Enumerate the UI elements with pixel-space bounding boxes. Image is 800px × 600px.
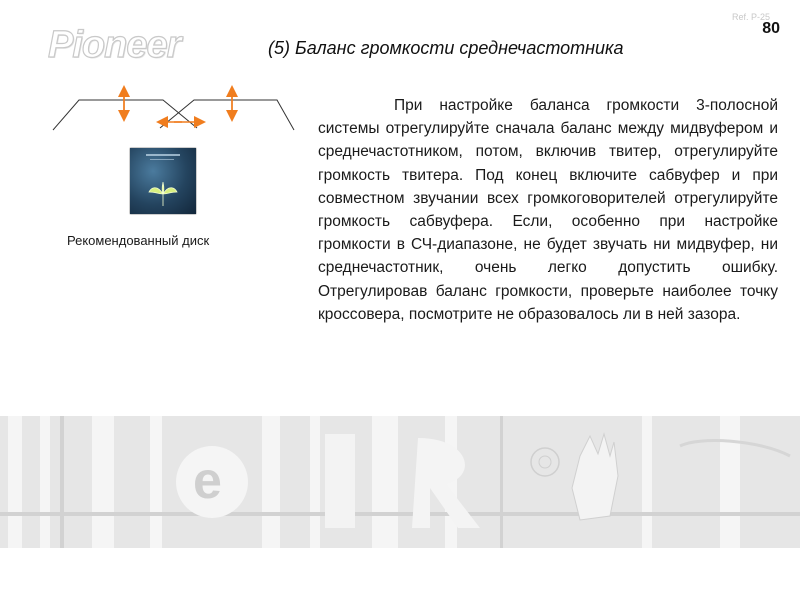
decorative-photo-strip (0, 416, 800, 548)
crossover-balance-diagram (50, 85, 300, 140)
pioneer-logo: Pioneer (48, 24, 181, 66)
cover-title-mark (146, 154, 180, 156)
disc-caption: Рекомендованный диск (67, 233, 210, 248)
leaf-icon (147, 182, 179, 208)
instruction-paragraph: При настройке баланса громкости 3-полосной системы отрегулируйте сначала баланс между мидвуфером и среднечастотником, потом, включив твитер, отрегулируйте громкость твитера. Под конец включите сабвуфер и при совместном звучании всех громкоговорителей отрегулируйте громкость сабвуфера. Если, особенно при настройке громкости в СЧ-диапазоне, не будет звучать ни мидвуфер, ни среднечастотник, очень легко допустить ошибку. Отрегулировав баланс громкости, проверьте наиболее точку кроссовера, посмотрите не образовалось ли в ней зазора. (318, 97, 778, 323)
recommended-disc-cover (130, 148, 196, 214)
reference-code: Ref. P-25 (731, 12, 770, 22)
high-band-curve (160, 100, 294, 130)
page-title: (5) Баланс громкости среднечастотника (268, 38, 624, 58)
page-number: 80 (762, 20, 780, 37)
svg-text:e: e (193, 452, 222, 510)
cover-subtitle-mark (150, 159, 174, 160)
